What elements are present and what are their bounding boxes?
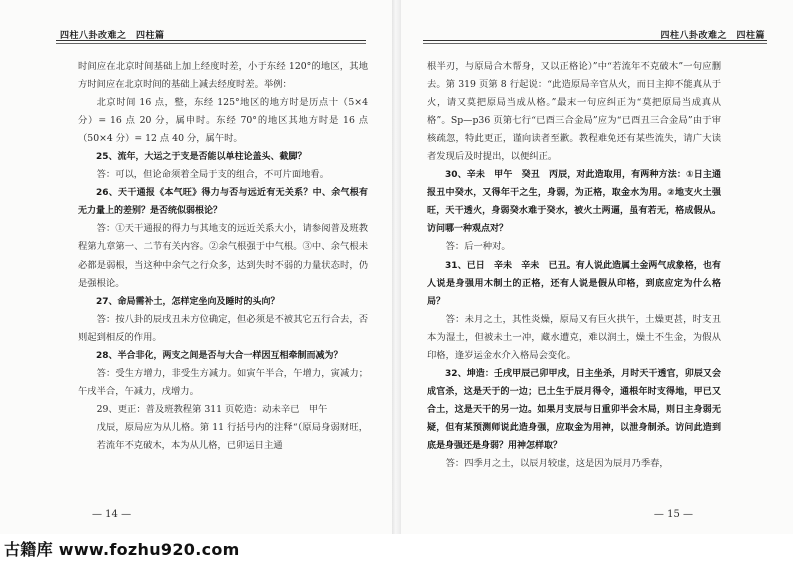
book-spine — [392, 0, 401, 534]
paragraph: 根半刃，与原局合木帮身，又以正格论）”中“若流年不克破木”一句应删去。第 319 页第 8 行起说：“此造原局辛官从火，而日主抑不能真从于火，请又莫把原局当成从格。”最末一句应纠正为“莫把原局当成真从格”。Sp—p36 页第七行“已酉三合金局”应为“已酉丑三合金局”由于审核疏忽，特此更正，谨向读者至歉。教程难免还有某些流失，请广大读者发现后及时提出，以便纠正。 — [427, 61, 721, 163]
question-heading: 28、半合非化，两支之间是否与大合一样因互相牵制而减为？ — [96, 350, 343, 361]
question-heading: 25、流年，大运之于支是否能以单柱论盖头、截脚？ — [96, 152, 307, 163]
header-subrule-right — [423, 43, 767, 44]
answer-paragraph: 答：后一种对。 — [445, 241, 511, 253]
page-number-right: — 15 — — [653, 509, 693, 520]
header-subrule-left — [56, 43, 366, 44]
answer-paragraph: 答：四季月之土，以辰月较虚，这是因为辰月乃季春， — [445, 458, 669, 470]
answer-paragraph: 答：①天干通报的得力与其地支的远近关系大小，请参阅普及班教程第九章第一、二节有关内容。②余气根强于中气根。③中、余气根未必都是弱根，当这种中余气之行众多，达到失时不弱的力量状态时，仍是强根论。 — [78, 223, 368, 289]
answer-paragraph: 答：可以，但论命须着全局于支的组合，不可片面地看。 — [96, 169, 330, 181]
question-heading: 26、天干通报《本气旺》得力与否与远近有无关系？中、余气根有无力量上的差别？是否统似弱根论？ — [78, 188, 368, 217]
question-heading: 27、命局需补土，怎样定坐向及睡时的头向？ — [96, 296, 280, 307]
header-rule-right — [423, 40, 767, 41]
left-page — [0, 0, 392, 534]
question-heading: 32、坤造：壬戌甲辰己卯甲戌，日主坐杀，月时天干透官，卯辰又会成官杀，这是天于的一边；已土生于辰月得令，通根年时支得地，甲已又合土，这是天干的另一边。如果月支辰与日重卯半会木局，则日主身弱无疑，但有某预测师说此造身强，应取金为用神，以泄身制杀。访问此造到底是身强还是身弱？用神怎样取？ — [427, 368, 721, 451]
correction-paragraph: 29、更正：普及班教程第 311 页乾造：动未辛已 甲午 — [96, 403, 328, 415]
answer-paragraph: 答：受生方增力，非受生方减力。如寅午半合，午增力，寅减力；午戌半合，午减力，戌增力。 — [78, 367, 368, 397]
site-watermark: 古籍库 www.fozhu920.com — [4, 540, 240, 559]
running-header-left: 四柱八卦改难之 四柱篇 — [60, 31, 165, 41]
paragraph: 北京时间 16 点，整，东经 125°地区的地方时是历点十（5×4 分）= 16 点 20 分，属申时。东经 70°的地区其地方时是 16 点（50×4 分）= 12 点 40 分，属午时。 — [78, 97, 368, 145]
header-rule-left — [56, 40, 366, 41]
question-heading: 31、已日 辛未 辛未 已丑。有人说此造属土金两气成象格，也有人说是身强用木制土的正格，还有人说是假从印格，到底应定为什么格局？ — [427, 260, 721, 307]
answer-paragraph: 答：未月之土，其性炎燥，原局又有巨火拱午，土燥更甚，时支丑本为湿土，但被未土一冲，藏水遭克，难以润土，燥土不生金，为假从印格，逢岁运金水介入格局会变化。 — [427, 313, 721, 361]
page-number-left: — 14 — — [92, 509, 132, 520]
question-heading: 30、辛未 甲午 癸丑 丙辰，对此造取用，有两种方法：①日主通报丑中癸水，又得年干之生，身弱，为正格，取金水为用。②地支火土强旺，天干透火，身弱癸水难于癸水，被火土两逼，虽有若无，格成假从。访问哪一种观点对？ — [427, 170, 721, 235]
left-page-body — [78, 58, 368, 455]
running-header-right: 四柱八卦改难之 四柱篇 — [660, 31, 765, 41]
answer-paragraph: 答：按八卦的辰戌丑未方位确定，但必须是不被其它五行合去，否则起到相反的作用。 — [78, 313, 368, 343]
correction-paragraph-cont: 戊辰，原局应为从儿格。第 11 行括号内的注释“（原局身弱财旺，若流年不克破木，本为从儿格，已卯运日主通 — [96, 421, 368, 451]
right-page-body — [427, 58, 721, 473]
right-page — [401, 0, 793, 534]
paragraph: 时间应在北京时间基础上加上经度时差，小于东经 120°的地区，其地方时间应在北京时间的基础上减去经度时差。举例： — [78, 61, 368, 91]
